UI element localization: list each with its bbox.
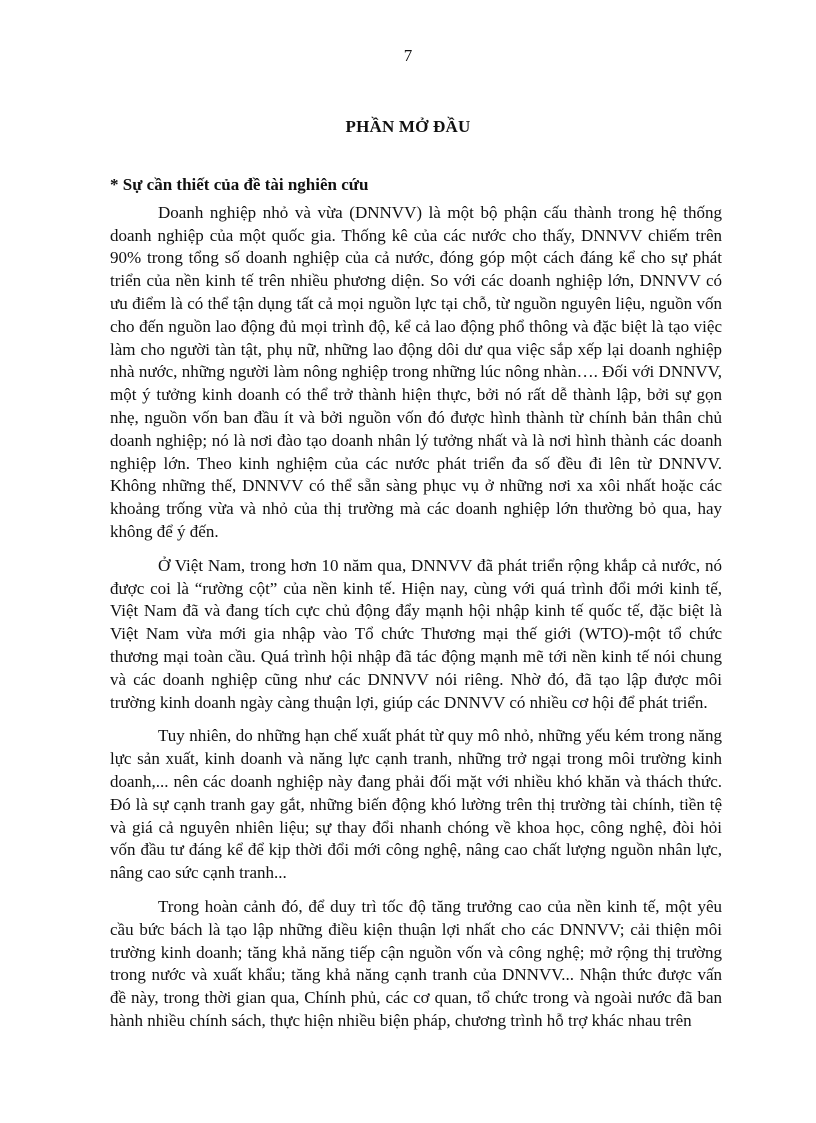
document-body: [110, 174, 722, 1044]
paragraph-4: Trong hoàn cảnh đó, để duy trì tốc độ tăng trưởng cao của nền kinh tế, một yêu cầu bức bách là tạo lập những điều kiện thuận lợi nhất cho các DNNVV; cải thiện môi trường kinh doanh; tăng khả năng tiếp cận nguồn vốn và công nghệ; mở rộng thị trường trong nước và xuất khẩu; tăng khả năng cạnh tranh của DNNVV... Nhận thức được vấn đề này, trong thời gian qua, Chính phủ, các cơ quan, tổ chức trong và ngoài nước đã ban hành nhiều chính sách, thực hiện nhiều biện pháp, chương trình hỗ trợ khác nhau trên: [110, 896, 722, 1030]
page-number: 7: [403, 46, 413, 65]
page-title: PHẦN MỞ ĐẦU: [345, 117, 471, 136]
paragraph-3: Tuy nhiên, do những hạn chế xuất phát từ quy mô nhỏ, những yếu kém trong năng lực sản xuất, kinh doanh và năng lực cạnh tranh, những trở ngại trong môi trường kinh doanh,... nên các doanh nghiệp này đang phải đối mặt với nhiều khó khăn và thách thức. Đó là sự cạnh tranh gay gắt, những biến động khó lường trên thị trường tài chính, tiền tệ và giá cả nguyên nhiên liệu; sự thay đổi nhanh chóng về khoa học, công nghệ, đòi hỏi vốn đầu tư đáng kể để kịp thời đổi mới công nghệ, nâng cao chất lượng nguồn nhân lực, nâng cao sức cạnh tranh...: [110, 726, 722, 883]
paragraph-2: Ở Việt Nam, trong hơn 10 năm qua, DNNVV đã phát triển rộng khắp cả nước, nó được coi là “rường cột” của nền kinh tế. Hiện nay, cùng với quá trình đổi mới kinh tế, Việt Nam đã và đang tích cực chủ động đẩy mạnh hội nhập kinh tế quốc tế, đặc biệt là Việt Nam vừa mới gia nhập vào Tổ chức Thương mại thế giới (WTO)-một tổ chức thương mại toàn cầu. Quá trình hội nhập đã tác động mạnh mẽ tới nền kinh tế nói chung và các doanh nghiệp cũng như các DNNVV nói riêng. Nhờ đó, đã tạo lập được môi trường kinh doanh ngày càng thuận lợi, giúp các DNNVV có nhiều cơ hội để phát triển.: [110, 555, 722, 712]
paragraph-1: Doanh nghiệp nhỏ và vừa (DNNVV) là một bộ phận cấu thành trong hệ thống doanh nghiệp của một quốc gia. Thống kê của các nước cho thấy, DNNVV chiếm trên 90% trong tổng số doanh nghiệp của cả nước, đóng góp một cách đáng kể cho sự phát triển của nền kinh tế trên nhiều phương diện. So với các doanh nghiệp lớn, DNNVV có ưu điểm là có thể tận dụng tất cả mọi nguồn lực tại chỗ, từ nguồn nguyên liệu, nguồn vốn cho đến nguồn lao động đủ mọi trình độ, kể cả lao động phổ thông và đặc biệt là tạo việc làm cho người tàn tật, phụ nữ, những lao động dôi dư qua việc sắp xếp lại doanh nghiệp nhà nước, những người làm nông nghiệp trong những lúc nông nhàn…. Đối với DNNVV, một ý tưởng kinh doanh có thể trở thành hiện thực, bởi nó rất dễ thành lập, bởi sự gọn nhẹ, nguồn vốn ban đầu ít và bởi nguồn vốn đó được hình thành từ chính bản thân chủ doanh nghiệp; nó là nơi đào tạo doanh nhân lý tưởng nhất và là nơi hình thành các doanh nghiệp lớn. Theo kinh nghiệm của các nước phát triển đa số đều đi lên từ DNNVV. Không những thế, DNNVV có thể sẵn sàng phục vụ ở những nơi xa xôi nhất hoặc các khoảng trống vừa và nhỏ của thị trường mà các doanh nghiệp lớn thường bỏ qua, hay không để ý đến.: [110, 202, 722, 541]
section-heading: * Sự cần thiết của đề tài nghiên cứu: [110, 175, 369, 194]
